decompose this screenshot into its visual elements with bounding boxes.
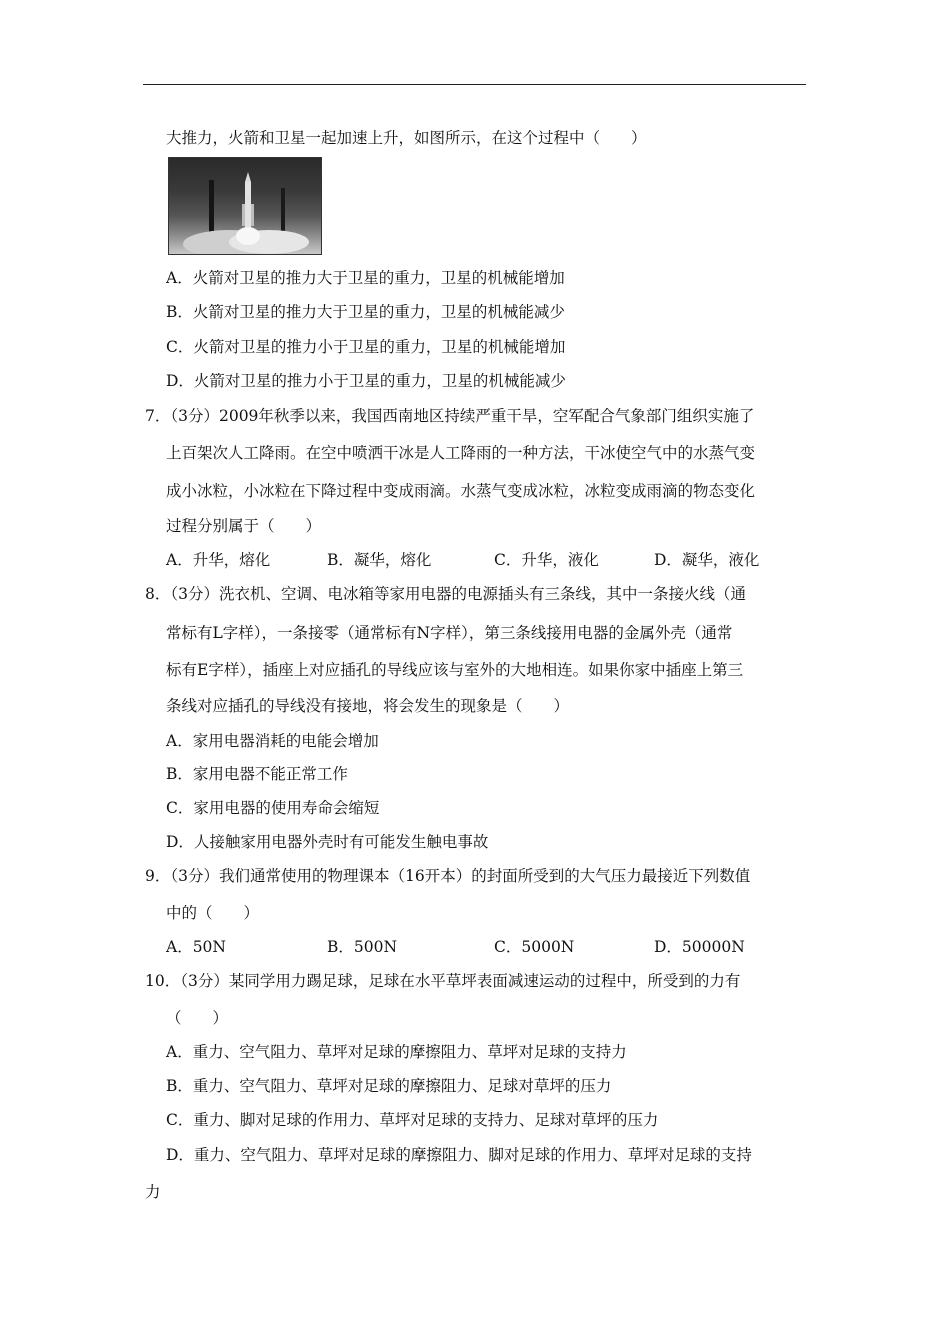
q10-option-a: A．重力、空气阻力、草坪对足球的摩擦阻力、草坪对足球的支持力 (166, 1043, 627, 1061)
q7-option-b: B．凝华，熔化 (327, 551, 432, 569)
q7-stem-line4: 过程分别属于（ ） (166, 517, 322, 535)
q9-stem-line2: 中的（ ） (166, 904, 260, 922)
q6-option-b: B．火箭对卫星的推力大于卫星的重力，卫星的机械能减少 (166, 303, 565, 321)
q7-stem-line2: 上百架次人工降雨。在空中喷洒干冰是人工降雨的一种方法，干冰使空气中的水蒸气变 (166, 444, 756, 462)
q6-stem: 大推力，火箭和卫星一起加速上升，如图所示，在这个过程中（ ） (166, 129, 647, 147)
q10-option-d-wrap: 力 (145, 1183, 161, 1201)
q8-option-d: D．人接触家用电器外壳时有可能发生触电事故 (166, 833, 489, 851)
q9-option-c: C．5000N (494, 938, 575, 956)
q7-stem-line3: 成小冰粒，小冰粒在下降过程中变成雨滴。水蒸气变成冰粒，冰粒变成雨滴的物态变化 (166, 482, 756, 500)
q7-option-c: C．升华，液化 (494, 551, 599, 569)
q9-option-b: B．500N (327, 938, 398, 956)
q8-stem-line1: 8．（3分）洗衣机、空调、电冰箱等家用电器的电源插头有三条线，其中一条接火线（通 (145, 585, 746, 603)
q8-option-a: A．家用电器消耗的电能会增加 (166, 732, 379, 750)
q10-option-c: C．重力、脚对足球的作用力、草坪对足球的支持力、足球对草坪的压力 (166, 1111, 659, 1129)
q10-stem-line1: 10．（3分）某同学用力踢足球，足球在水平草坪表面减速运动的过程中，所受到的力有 (145, 972, 741, 990)
rocket-launch-icon (169, 158, 322, 255)
q7-option-d: D．凝华，液化 (654, 551, 760, 569)
header-rule (143, 84, 806, 85)
q8-stem-line2: 常标有L字样），一条接零（通常标有N字样），第三条线接用电器的金属外壳（通常 (166, 624, 733, 642)
q6-option-d: D．火箭对卫星的推力小于卫星的重力，卫星的机械能减少 (166, 372, 566, 390)
q8-stem-line4: 条线对应插孔的导线没有接地，将会发生的现象是（ ） (166, 697, 570, 715)
q7-option-a: A．升华，熔化 (166, 551, 271, 569)
q10-option-d: D．重力、空气阻力、草坪对足球的摩擦阻力、脚对足球的作用力、草坪对足球的支持 (166, 1146, 752, 1164)
q10-option-b: B．重力、空气阻力、草坪对足球的摩擦阻力、足球对草坪的压力 (166, 1077, 612, 1095)
rocket-launch-photo (168, 157, 322, 255)
q7-stem-line1: 7．（3分）2009年秋季以来，我国西南地区持续严重干旱，空军配合气象部门组织实施了 (145, 407, 755, 425)
q6-option-a: A．火箭对卫星的推力大于卫星的重力，卫星的机械能增加 (166, 269, 565, 287)
q6-option-c: C．火箭对卫星的推力小于卫星的重力，卫星的机械能增加 (166, 338, 566, 356)
q9-option-d: D．50000N (654, 938, 745, 956)
q8-stem-line3: 标有E字样），插座上对应插孔的导线应该与室外的大地相连。如果你家中插座上第三 (166, 661, 744, 679)
q9-option-a: A．50N (166, 938, 226, 956)
q8-option-b: B．家用电器不能正常工作 (166, 765, 348, 783)
q8-option-c: C．家用电器的使用寿命会缩短 (166, 799, 380, 817)
q9-stem-line1: 9．（3分）我们通常使用的物理课本（16开本）的封面所受到的大气压力最接近下列数值 (145, 867, 751, 885)
q10-stem-line2: （ ） (166, 1009, 229, 1027)
